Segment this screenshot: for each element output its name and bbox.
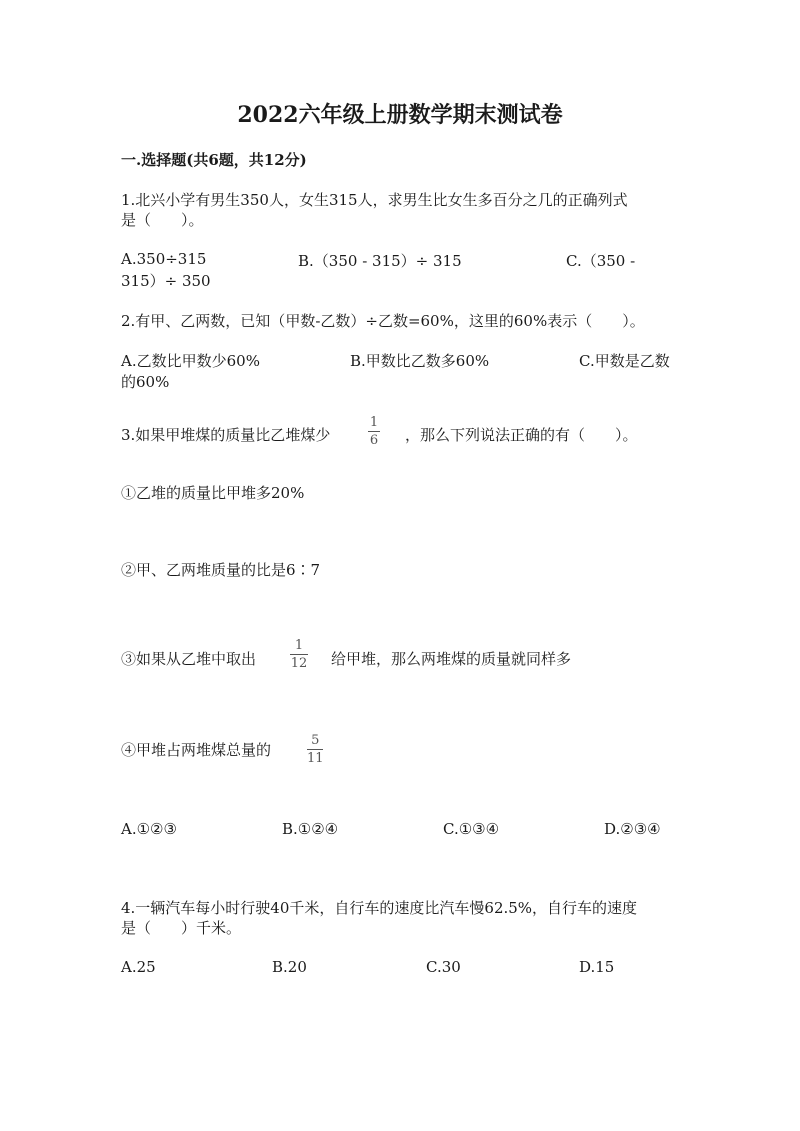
fraction-one-twelfth [290,638,308,671]
option-b: B.（350 - 315）÷ 315 [298,252,462,270]
option-a: A.①②③ [121,820,177,838]
fraction-bar [368,431,380,432]
option-c-continued: 315）÷ 350 [121,272,211,290]
option-d: D.15 [579,958,615,976]
page-title: 2022六年级上册数学期末测试卷 [237,102,563,128]
option-a: A.350÷315 [121,250,207,268]
question-text-continued: ，那么下列说法正确的有（ ）。 [405,426,638,444]
option-d: D.②③④ [604,820,661,838]
statement-3: ③如果从乙堆中取出 [121,650,257,668]
option-c: C.（350 - [566,252,636,270]
statement-2: ②甲、乙两堆质量的比是6∶7 [121,561,321,579]
option-c: C.30 [426,958,461,976]
question-text: 3.如果甲堆煤的质量比乙堆煤少 [121,426,331,444]
question-text: 是（ ）千米。 [121,919,242,937]
fraction-one-sixth [368,415,380,448]
option-a: A.25 [121,958,156,976]
fraction-numerator: 1 [294,638,304,653]
statement-3-continued: 给甲堆，那么两堆煤的质量就同样多 [331,650,572,668]
fraction-numerator: 5 [311,733,320,748]
question-text: 4.一辆汽车每小时行驶40千米，自行车的速度比汽车慢62.5%，自行车的速度 [121,899,638,917]
option-c: C.①③④ [443,820,500,838]
question-text: 是（ ）。 [121,211,204,229]
fraction-denominator: 12 [290,656,308,671]
fraction-bar [290,654,308,655]
fraction-numerator: 1 [369,415,379,430]
fraction-denominator: 6 [369,433,379,448]
option-b: B.甲数比乙数多60% [350,352,490,370]
option-c-continued: 的60% [121,373,170,391]
statement-4: ④甲堆占两堆煤总量的 [121,741,272,759]
option-b: B.①②④ [282,820,339,838]
statement-1: ①乙堆的质量比甲堆多20% [121,484,305,502]
question-text: 2.有甲、乙两数，已知（甲数-乙数）÷乙数=60%，这里的60%表示（ ）。 [121,312,645,330]
fraction-five-elevenths [307,733,324,766]
option-c: C.甲数是乙数 [579,352,670,370]
fraction-bar [307,749,323,750]
option-a: A.乙数比甲数少60% [121,352,260,370]
fraction-denominator: 11 [307,751,324,766]
section-heading: 一.选择题(共6题，共12分) [121,151,307,169]
question-text: 1.北兴小学有男生350人，女生315人，求男生比女生多百分之几的正确列式 [121,191,628,209]
option-b: B.20 [272,958,307,976]
